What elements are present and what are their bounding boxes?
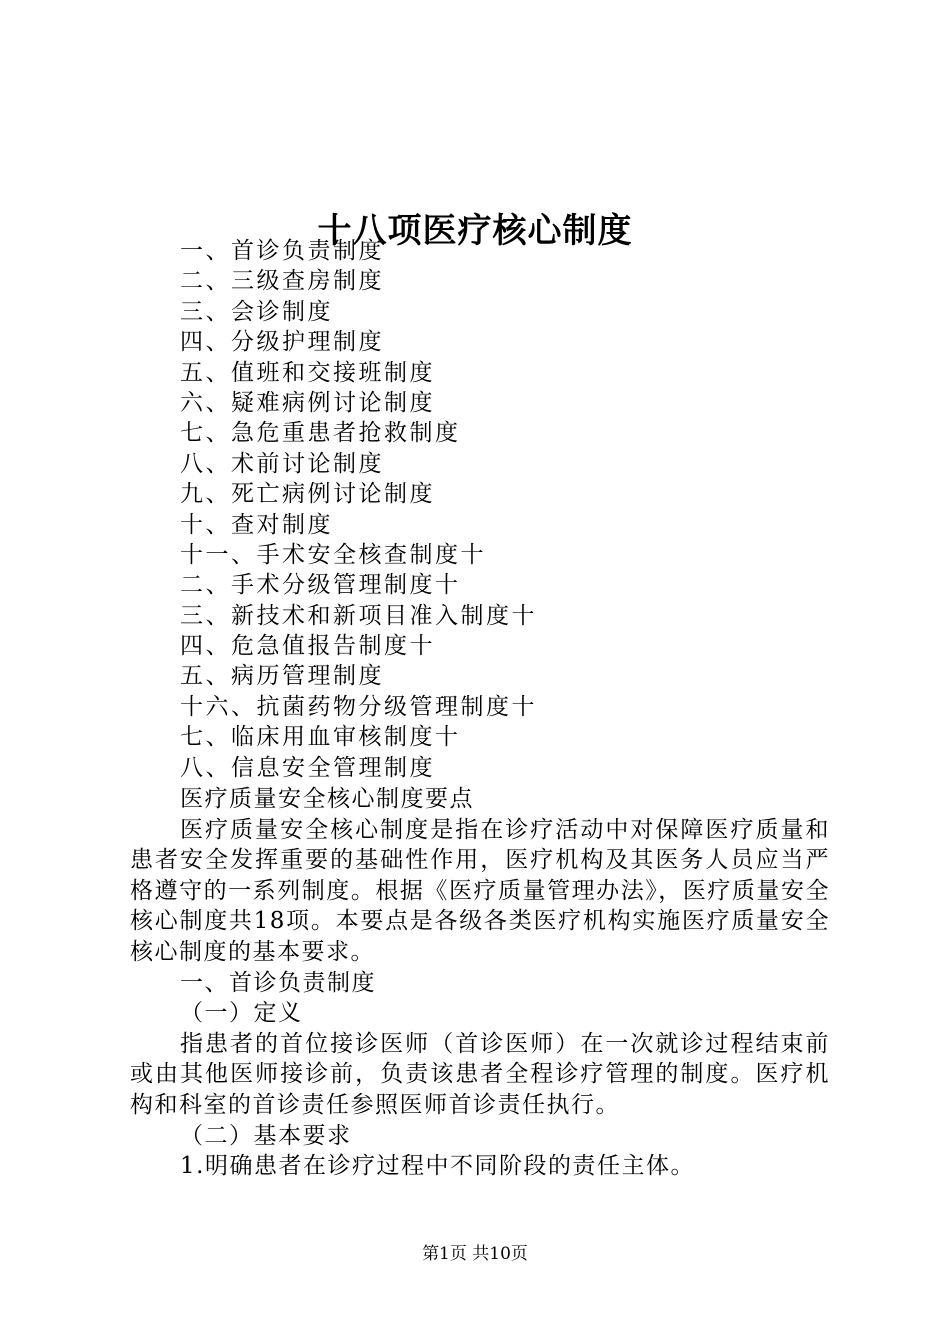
list-item: 六、疑难病例讨论制度 [180,389,435,416]
list-item: 四、危急值报告制度十 [180,633,435,660]
page-footer: 第1页 共10页 [422,1244,528,1264]
page-title: 十八项医疗核心制度 [317,210,633,251]
list-item: 四、分级护理制度 [180,329,384,356]
list-item: 三、新技术和新项目准入制度十 [180,602,537,629]
definition-paragraph: 指患者的首位接诊医师（首诊医师）在一次就诊过程结束前或由其他医师接诊前，负责该患者全程诊疗管理的制度。医疗机构和科室的首诊责任参照医师首诊责任执行。 [130,1030,830,1118]
regulation-list [180,236,537,783]
list-item: 十六、抗菌药物分级管理制度十 [180,693,537,720]
requirement-item: 1.明确患者在诊疗过程中不同阶段的责任主体。 [180,1153,695,1180]
subsection-title: 一、首诊负责制度 [180,969,376,996]
section-heading: 医疗质量安全核心制度要点 [180,786,474,812]
intro-paragraph: 医疗质量安全核心制度是指在诊疗活动中对保障医疗质量和患者安全发挥重要的基础性作用，医疗机构及其医务人员应当严格遵守的一系列制度。根据《医疗质量管理办法》，医疗质量安全核心制度共18项。本要点是各级各类医疗机构实施医疗质量安全核心制度的基本要求。 [130,816,830,965]
list-item: 十、查对制度 [180,511,333,538]
list-item: 十一、手术安全核查制度十 [180,541,486,568]
definition-heading: （一）定义 [180,1000,303,1027]
requirements-heading: （二）基本要求 [180,1122,352,1149]
list-item: 九、死亡病例讨论制度 [180,481,435,508]
list-item: 七、临床用血审核制度十 [180,724,461,751]
list-item: 八、术前讨论制度 [180,450,384,477]
list-item: 八、信息安全管理制度 [180,754,435,781]
list-item: 三、会诊制度 [180,298,333,325]
list-item: 七、急危重患者抢救制度 [180,420,461,447]
list-item: 二、手术分级管理制度十 [180,572,461,599]
list-item: 二、三级查房制度 [180,268,384,295]
list-item: 五、值班和交接班制度 [180,359,435,386]
list-item: 一、首诊负责制度 [180,238,384,264]
document-body [130,784,830,1182]
list-item: 五、病历管理制度 [180,663,384,690]
